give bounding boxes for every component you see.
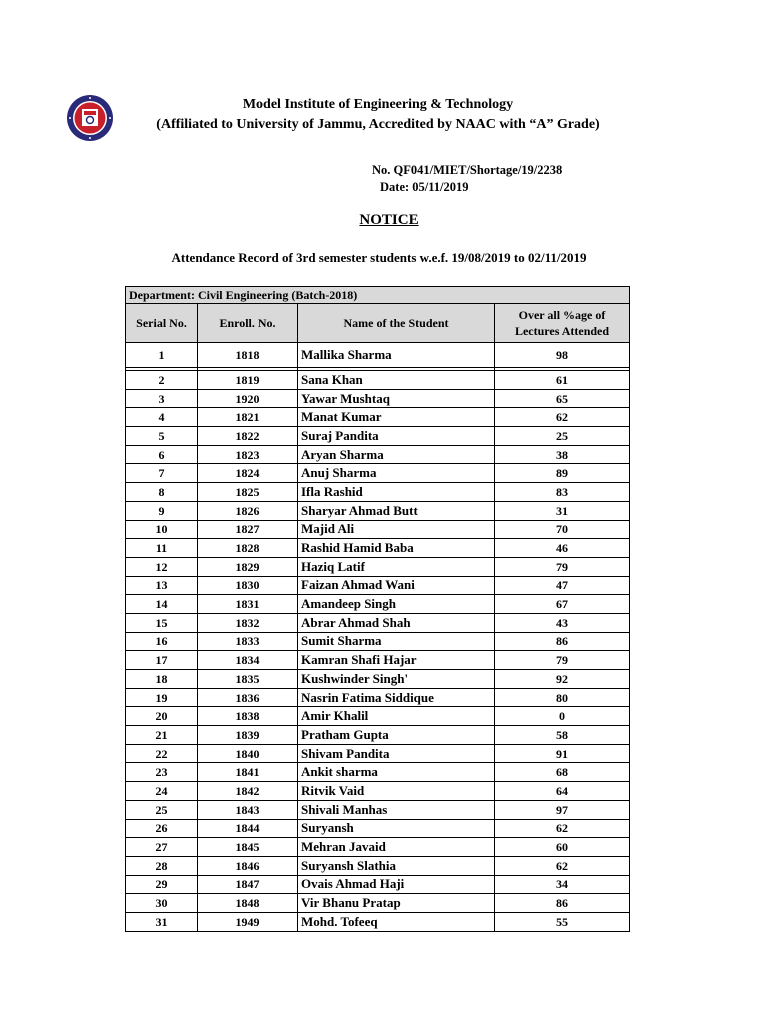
student-name-cell: Suryansh [298, 819, 495, 838]
enroll-cell: 1846 [198, 856, 298, 875]
serial-cell: 22 [126, 744, 198, 763]
student-name-cell: Majid Ali [298, 520, 495, 539]
percentage-cell: 38 [495, 445, 630, 464]
table-row [126, 576, 630, 595]
table-row [126, 819, 630, 838]
table-row [126, 688, 630, 707]
table-row [126, 343, 630, 368]
percentage-cell: 98 [495, 343, 630, 368]
percentage-cell: 60 [495, 838, 630, 857]
serial-cell: 10 [126, 520, 198, 539]
serial-cell: 12 [126, 557, 198, 576]
table-row [126, 483, 630, 502]
student-name-cell: Nasrin Fatima Siddique [298, 688, 495, 707]
percentage-cell: 34 [495, 875, 630, 894]
percentage-cell: 86 [495, 894, 630, 913]
percentage-cell: 83 [495, 483, 630, 502]
enroll-cell: 1832 [198, 613, 298, 632]
serial-cell: 20 [126, 707, 198, 726]
student-name-cell: Ovais Ahmad Haji [298, 875, 495, 894]
table-row [126, 726, 630, 745]
student-name-cell: Ankit sharma [298, 763, 495, 782]
serial-cell: 28 [126, 856, 198, 875]
serial-cell: 23 [126, 763, 198, 782]
percentage-cell: 64 [495, 782, 630, 801]
serial-cell: 18 [126, 670, 198, 689]
notice-subtitle: Attendance Record of 3rd semester students w.e.f. 19/08/2019 to 02/11/2019 [171, 250, 587, 265]
serial-cell: 27 [126, 838, 198, 857]
student-name-cell: Shivali Manhas [298, 800, 495, 819]
percentage-cell: 79 [495, 651, 630, 670]
serial-cell: 11 [126, 539, 198, 558]
percentage-cell: 25 [495, 427, 630, 446]
student-name-cell: Kamran Shafi Hajar [298, 651, 495, 670]
table-row [126, 632, 630, 651]
enroll-cell: 1840 [198, 744, 298, 763]
student-name-cell: Sharyar Ahmad Butt [298, 501, 495, 520]
table-row [126, 520, 630, 539]
percentage-cell: 55 [495, 912, 630, 931]
institute-header [118, 97, 638, 134]
enroll-cell: 1835 [198, 670, 298, 689]
table-row [126, 744, 630, 763]
reference-number: No. QF041/MIET/Shortage/19/2238 [372, 163, 563, 177]
percentage-cell: 89 [495, 464, 630, 483]
student-name-cell: Mohd. Tofeeq [298, 912, 495, 931]
table-row [126, 557, 630, 576]
enroll-cell: 1841 [198, 763, 298, 782]
table-row [126, 651, 630, 670]
student-name-cell: Suraj Pandita [298, 427, 495, 446]
percentage-cell: 86 [495, 632, 630, 651]
serial-cell: 9 [126, 501, 198, 520]
student-name-cell: Kushwinder Singh' [298, 670, 495, 689]
serial-cell: 24 [126, 782, 198, 801]
enroll-cell: 1838 [198, 707, 298, 726]
affiliation-line: (Affiliated to University of Jammu, Accredited by NAAC with “A” Grade) [156, 117, 600, 132]
percentage-cell: 43 [495, 613, 630, 632]
col-serial: Serial No. [126, 304, 198, 343]
miet-logo-icon [66, 94, 114, 142]
notice-date: Date: 05/11/2019 [380, 180, 469, 194]
enroll-cell: 1845 [198, 838, 298, 857]
student-name-cell: Faizan Ahmad Wani [298, 576, 495, 595]
notice-title: NOTICE [359, 212, 419, 228]
table-row [126, 707, 630, 726]
table-row [126, 838, 630, 857]
student-name-cell: Yawar Mushtaq [298, 389, 495, 408]
serial-cell: 5 [126, 427, 198, 446]
col-name: Name of the Student [298, 304, 495, 343]
institute-name: Model Institute of Engineering & Technology [242, 97, 514, 112]
student-name-cell: Amandeep Singh [298, 595, 495, 614]
percentage-cell: 0 [495, 707, 630, 726]
serial-cell: 19 [126, 688, 198, 707]
student-name-cell: Sana Khan [298, 371, 495, 390]
percentage-cell: 79 [495, 557, 630, 576]
enroll-cell: 1848 [198, 894, 298, 913]
table-row [126, 371, 630, 390]
student-name-cell: Sumit Sharma [298, 632, 495, 651]
percentage-cell: 58 [495, 726, 630, 745]
table-row [126, 800, 630, 819]
serial-cell: 13 [126, 576, 198, 595]
percentage-cell: 97 [495, 800, 630, 819]
enroll-cell: 1824 [198, 464, 298, 483]
student-name-cell: Ritvik Vaid [298, 782, 495, 801]
enroll-cell: 1833 [198, 632, 298, 651]
serial-cell: 3 [126, 389, 198, 408]
table-row [126, 670, 630, 689]
student-name-cell: Shivam Pandita [298, 744, 495, 763]
student-name-cell: Haziq Latif [298, 557, 495, 576]
table-row [126, 445, 630, 464]
enroll-cell: 1825 [198, 483, 298, 502]
percentage-cell: 68 [495, 763, 630, 782]
enroll-cell: 1829 [198, 557, 298, 576]
student-name-cell: Ifla Rashid [298, 483, 495, 502]
serial-cell: 15 [126, 613, 198, 632]
student-name-cell: Mehran Javaid [298, 838, 495, 857]
percentage-cell: 62 [495, 408, 630, 427]
serial-cell: 4 [126, 408, 198, 427]
enroll-cell: 1818 [198, 343, 298, 368]
percentage-cell: 80 [495, 688, 630, 707]
serial-cell: 7 [126, 464, 198, 483]
serial-cell: 16 [126, 632, 198, 651]
enroll-cell: 1823 [198, 445, 298, 464]
enroll-cell: 1920 [198, 389, 298, 408]
table-row [126, 613, 630, 632]
percentage-cell: 61 [495, 371, 630, 390]
enroll-cell: 1827 [198, 520, 298, 539]
serial-cell: 29 [126, 875, 198, 894]
enroll-cell: 1949 [198, 912, 298, 931]
serial-cell: 21 [126, 726, 198, 745]
serial-cell: 8 [126, 483, 198, 502]
percentage-cell: 31 [495, 501, 630, 520]
table-header [126, 304, 630, 343]
percentage-cell: 47 [495, 576, 630, 595]
student-name-cell: Amir Khalil [298, 707, 495, 726]
table-row [126, 912, 630, 931]
enroll-cell: 1843 [198, 800, 298, 819]
serial-cell: 30 [126, 894, 198, 913]
reference-block [372, 162, 562, 196]
table-row [126, 782, 630, 801]
serial-cell: 14 [126, 595, 198, 614]
col-percentage: Over all %age of Lectures Attended [495, 304, 630, 343]
enroll-cell: 1830 [198, 576, 298, 595]
student-name-cell: Anuj Sharma [298, 464, 495, 483]
student-name-cell: Vir Bhanu Pratap [298, 894, 495, 913]
serial-cell: 25 [126, 800, 198, 819]
student-name-cell: Mallika Sharma [298, 343, 495, 368]
student-name-cell: Manat Kumar [298, 408, 495, 427]
percentage-cell: 92 [495, 670, 630, 689]
enroll-cell: 1834 [198, 651, 298, 670]
table-row [126, 501, 630, 520]
enroll-cell: 1844 [198, 819, 298, 838]
enroll-cell: 1826 [198, 501, 298, 520]
table-row [126, 595, 630, 614]
enroll-cell: 1822 [198, 427, 298, 446]
student-name-cell: Pratham Gupta [298, 726, 495, 745]
enroll-cell: 1821 [198, 408, 298, 427]
percentage-cell: 62 [495, 856, 630, 875]
col-enroll: Enroll. No. [198, 304, 298, 343]
student-name-cell: Suryansh Slathia [298, 856, 495, 875]
serial-cell: 26 [126, 819, 198, 838]
enroll-cell: 1836 [198, 688, 298, 707]
attendance-table [125, 286, 630, 932]
department-label: Department: Civil Engineering (Batch-2018) [126, 287, 630, 304]
percentage-cell: 91 [495, 744, 630, 763]
serial-cell: 1 [126, 343, 198, 368]
enroll-cell: 1839 [198, 726, 298, 745]
serial-cell: 2 [126, 371, 198, 390]
enroll-cell: 1828 [198, 539, 298, 558]
student-name-cell: Abrar Ahmad Shah [298, 613, 495, 632]
percentage-cell: 65 [495, 389, 630, 408]
table-row [126, 856, 630, 875]
serial-cell: 31 [126, 912, 198, 931]
student-name-cell: Aryan Sharma [298, 445, 495, 464]
table-row [126, 763, 630, 782]
table-row [126, 894, 630, 913]
table-row [126, 427, 630, 446]
enroll-cell: 1819 [198, 371, 298, 390]
serial-cell: 6 [126, 445, 198, 464]
percentage-cell: 62 [495, 819, 630, 838]
serial-cell: 17 [126, 651, 198, 670]
enroll-cell: 1847 [198, 875, 298, 894]
table-row [126, 389, 630, 408]
table-row [126, 464, 630, 483]
enroll-cell: 1842 [198, 782, 298, 801]
percentage-cell: 46 [495, 539, 630, 558]
table-row [126, 408, 630, 427]
table-row [126, 875, 630, 894]
enroll-cell: 1831 [198, 595, 298, 614]
percentage-cell: 70 [495, 520, 630, 539]
percentage-cell: 67 [495, 595, 630, 614]
table-row [126, 539, 630, 558]
student-name-cell: Rashid Hamid Baba [298, 539, 495, 558]
